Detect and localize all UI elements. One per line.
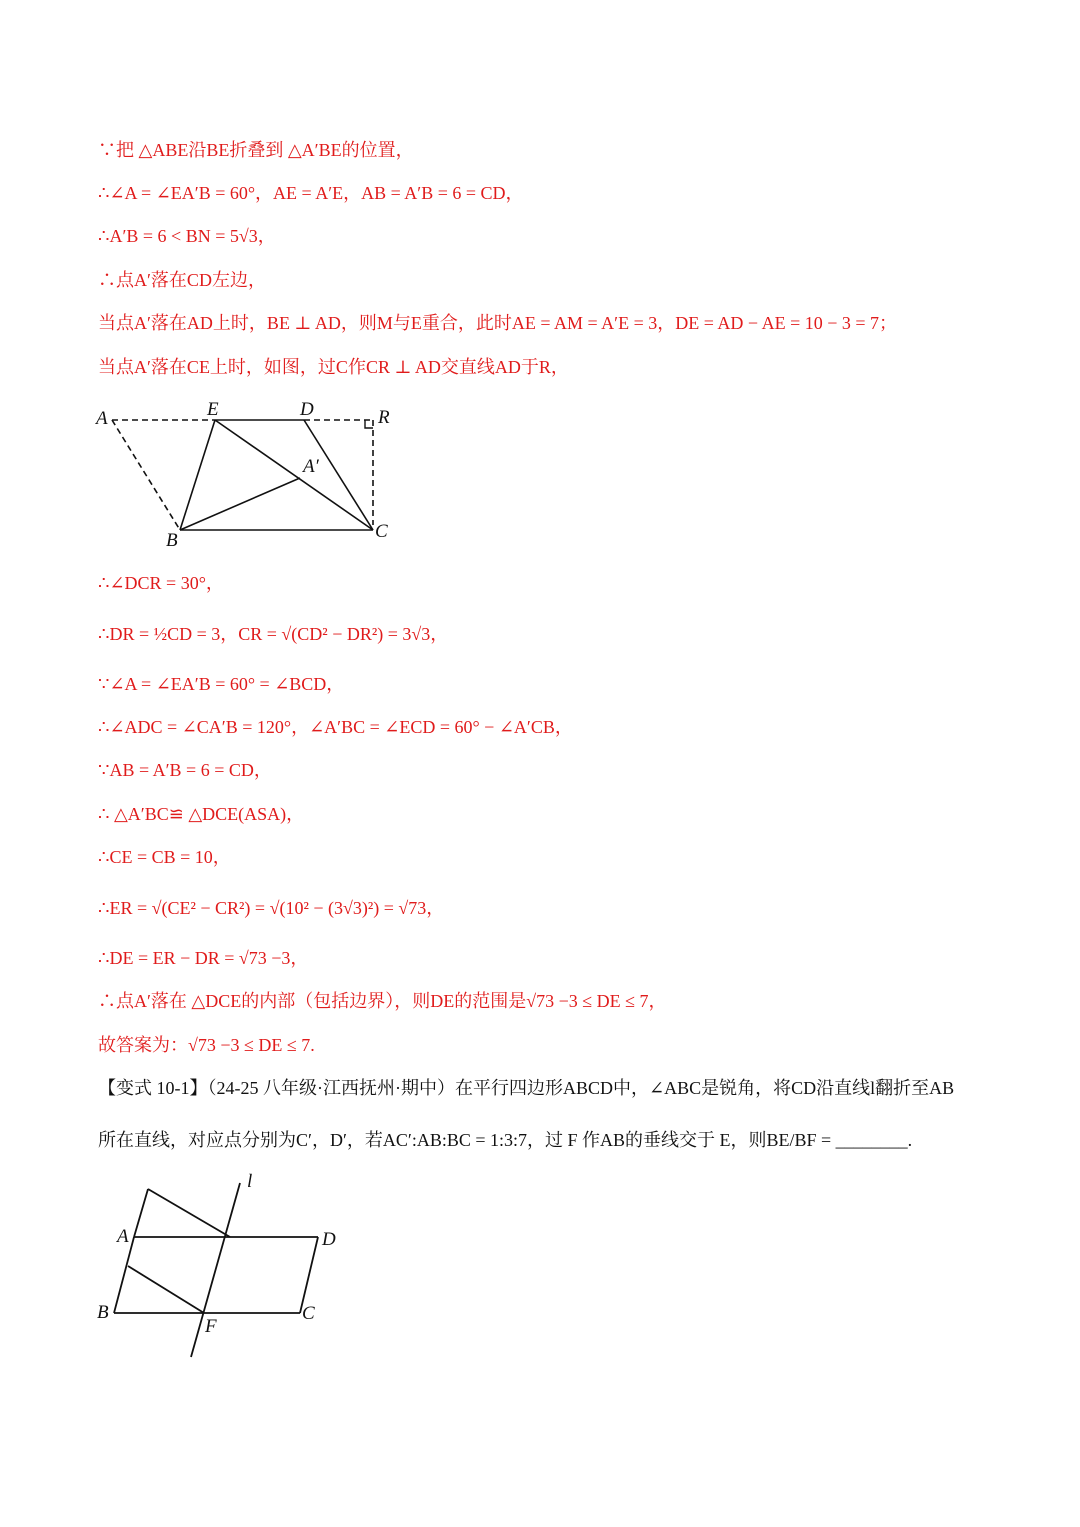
fig2-label-D: D bbox=[322, 1229, 336, 1250]
solution-line-9: ∵∠A = ∠EA′B = 60° = ∠BCD， bbox=[98, 674, 345, 694]
problem-line-2: 所在直线，对应点分别为C′，D′，若AC′:AB:BC = 1:3:7，过 F 作AB的垂线交于 E，则BE/BF = ________. bbox=[98, 1130, 913, 1150]
solution-line-5: 当点A′落在AD上时，BE ⊥ AD，则M与E重合，此时AE = AM = A′E = 3，DE = AD − AE = 10 − 3 = 7； bbox=[98, 313, 898, 333]
fig2-label-B: B bbox=[97, 1302, 109, 1323]
solution-line-10: ∴∠ADC = ∠CA′B = 120°，∠A′BC = ∠ECD = 60° − ∠A′CB， bbox=[98, 717, 573, 737]
figure-1-geometry bbox=[90, 390, 410, 555]
fig2-label-l: l bbox=[247, 1171, 253, 1192]
solution-line-14: ∴ER = √(CE² − CR²) = √(10² − (3√3)²) = √73， bbox=[98, 898, 445, 918]
fig2-label-C: C bbox=[302, 1303, 315, 1324]
solution-line-1: ∵把 △ABE沿BE折叠到 △A′BE的位置， bbox=[98, 140, 414, 160]
solution-line-6: 当点A′落在CE上时，如图，过C作CR ⊥ AD交直线AD于R， bbox=[98, 357, 569, 377]
solution-line-16: ∴点A′落在 △DCE的内部（包括边界），则DE的范围是√73 −3 ≤ DE ≤ 7， bbox=[98, 991, 667, 1011]
fig2-label-A: A bbox=[117, 1226, 129, 1247]
fig1-label-B: B bbox=[166, 530, 178, 551]
solution-line-4: ∴点A′落在CD左边， bbox=[98, 270, 266, 290]
fig1-label-D: D bbox=[300, 399, 314, 420]
solution-line-12: ∴ △A′BC≌ △DCE(ASA)， bbox=[98, 804, 305, 824]
solution-line-11: ∵AB = A′B = 6 = CD， bbox=[98, 760, 272, 780]
fig1-label-A-prime: A′ bbox=[303, 456, 319, 477]
fig1-label-R: R bbox=[378, 407, 390, 428]
solution-line-3: ∴A′B = 6 < BN = 5√3， bbox=[98, 226, 276, 246]
fig1-label-A: A bbox=[96, 408, 108, 429]
solution-line-2: ∴∠A = ∠EA′B = 60°，AE = A′E，AB = A′B = 6 = CD， bbox=[98, 183, 524, 203]
solution-line-17: 故答案为：√73 −3 ≤ DE ≤ 7. bbox=[98, 1035, 315, 1055]
fig1-label-C: C bbox=[375, 521, 388, 542]
solution-line-7: ∴∠DCR = 30°， bbox=[98, 573, 224, 593]
figure-2-geometry bbox=[90, 1165, 360, 1365]
solution-line-13: ∴CE = CB = 10， bbox=[98, 847, 231, 867]
solution-line-15: ∴DE = ER − DR = √73 −3， bbox=[98, 948, 309, 968]
fig2-label-F: F bbox=[205, 1316, 217, 1337]
fig1-label-E: E bbox=[207, 399, 219, 420]
solution-line-8: ∴DR = ½CD = 3，CR = √(CD² − DR²) = 3√3， bbox=[98, 624, 449, 644]
problem-line-1: 【变式 10-1】（24-25 八年级·江西抚州·期中）在平行四边形ABCD中，∠ABC是锐角，将CD沿直线l翻折至AB bbox=[98, 1078, 955, 1098]
